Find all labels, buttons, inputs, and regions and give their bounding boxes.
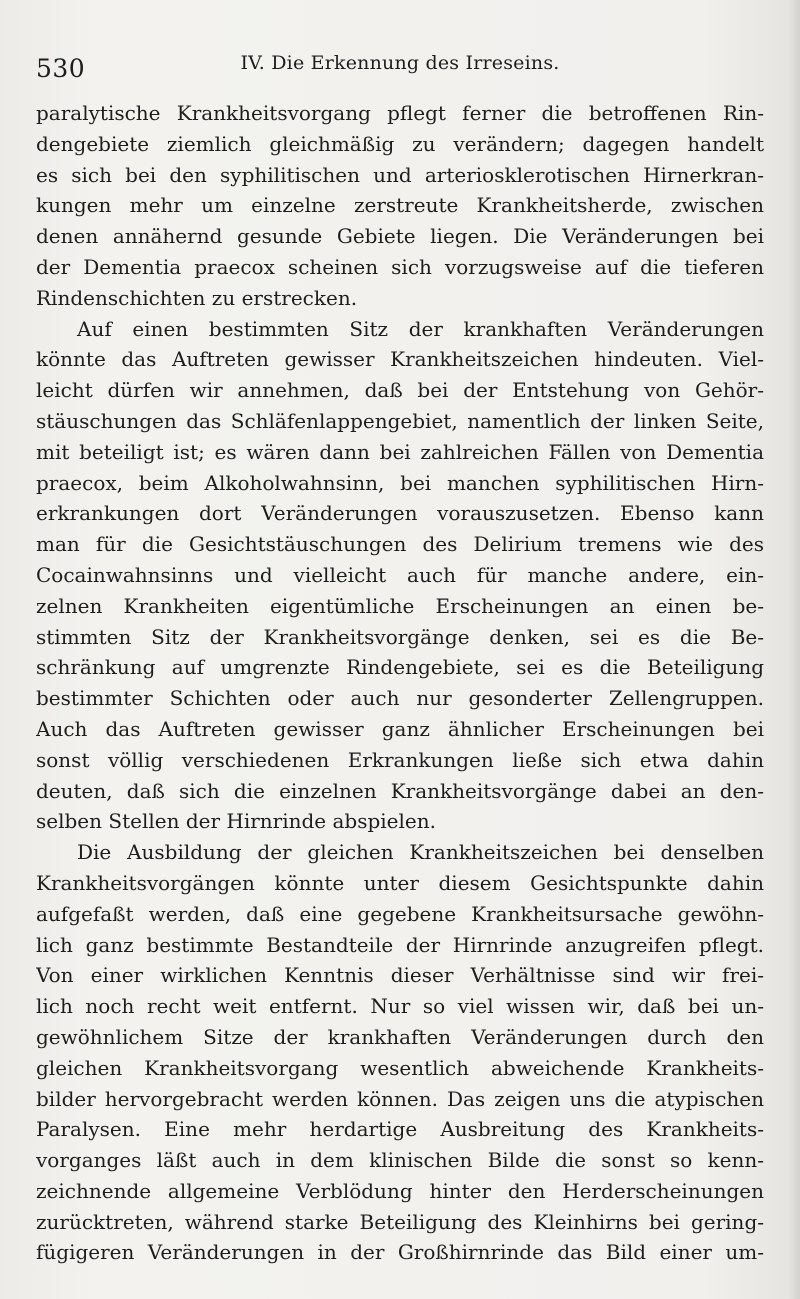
text-line: Von einer wirklichen Kenntnis dieser Verhältnisse sind wir frei- — [36, 963, 764, 988]
text-line: stäuschungen das Schläfenlappengebiet, namentlich der linken Seite, — [36, 408, 764, 433]
text-line: lich ganz bestimmte Bestandteile der Hirnrinde anzugreifen pflegt. — [36, 932, 764, 957]
text-line: selben Stellen der Hirnrinde abspielen. — [36, 809, 436, 834]
text-line: bilder hervorgebracht werden können. Das zeigen uns die atypischen — [36, 1086, 764, 1111]
text-line: Krankheitsvorgängen könnte unter diesem Gesichtspunkte dahin — [36, 870, 764, 895]
running-title: IV. Die Erkennung des Irreseins. — [240, 52, 560, 74]
text-line: zelnen Krankheiten eigentümliche Erscheinungen an einen be- — [36, 593, 764, 618]
text-line: man für die Gesichtstäuschungen des Delirium tremens wie des — [36, 532, 764, 557]
text-line: praecox, beim Alkoholwahnsinn, bei manchen syphilitischen Hirn- — [36, 470, 764, 495]
text-line: vorganges läßt auch in dem klinischen Bilde die sonst so kenn- — [36, 1148, 764, 1173]
text-line: erkrankungen dort Veränderungen vorauszusetzen. Ebenso kann — [36, 501, 764, 526]
text-line: paralytische Krankheitsvorgang pflegt ferner die betroffenen Rin- — [36, 101, 764, 125]
text-line: Auf einen bestimmten Sitz der krankhaften Veränderungen — [77, 316, 764, 341]
text-line: könnte das Auftreten gewisser Krankheitszeichen hindeuten. Viel- — [36, 347, 764, 372]
text-line: mit beteiligt ist; es wären dann bei zahlreichen Fällen von Dementia — [36, 439, 764, 464]
page-number: 530 — [36, 54, 86, 83]
text-line: denen annähernd gesunde Gebiete liegen. Die Veränderungen bei — [36, 224, 764, 249]
text-line: Rindenschichten zu erstrecken. — [36, 285, 358, 310]
text-line: fügigeren Veränderungen in der Großhirnrinde das Bild einer um- — [36, 1240, 764, 1265]
text-line: Auch das Auftreten gewisser ganz ähnlicher Erscheinungen bei — [36, 716, 764, 741]
text-line: leicht dürfen wir annehmen, daß bei der Entstehung von Gehör- — [36, 378, 764, 403]
page-edge-shadow — [788, 0, 800, 1299]
body-text — [36, 98, 764, 1268]
text-line: der Dementia praecox scheinen sich vorzugsweise auf die tieferen — [36, 254, 764, 279]
text-line: dengebiete ziemlich gleichmäßig zu verändern; dagegen handelt — [36, 131, 764, 156]
text-line: deuten, daß sich die einzelnen Krankheitsvorgänge dabei an den- — [36, 778, 764, 803]
text-line: Cocainwahnsinns und vielleicht auch für manche andere, ein- — [36, 562, 764, 587]
text-line: schränkung auf umgrenzte Rindengebiete, sei es die Beteiligung — [36, 655, 764, 680]
text-line: gewöhnlichem Sitze der krankhaften Veränderungen durch den — [36, 1024, 764, 1049]
text-line: zeichnende allgemeine Verblödung hinter den Herderscheinungen — [36, 1178, 764, 1203]
page-header — [36, 48, 764, 88]
text-line: kungen mehr um einzelne zerstreute Krankheitsherde, zwischen — [36, 193, 764, 218]
text-line: sonst völlig verschiedenen Erkrankungen ließe sich etwa dahin — [36, 747, 764, 772]
text-line: zurücktreten, während starke Beteiligung des Kleinhirns bei gering- — [36, 1209, 764, 1234]
text-line: stimmten Sitz der Krankheitsvorgänge denken, sei es die Be- — [36, 624, 764, 649]
text-line: Die Ausbildung der gleichen Krankheitszeichen bei denselben — [77, 840, 764, 865]
text-line: gleichen Krankheitsvorgang wesentlich abweichende Krankheits- — [36, 1055, 764, 1080]
text-line: aufgefaßt werden, daß eine gegebene Krankheitsursache gewöhn- — [36, 901, 764, 926]
text-line: es sich bei den syphilitischen und arteriosklerotischen Hirnerkran- — [36, 162, 764, 187]
text-line: lich noch recht weit entfernt. Nur so viel wissen wir, daß bei un- — [36, 994, 764, 1019]
text-line: bestimmter Schichten oder auch nur gesonderter Zellengruppen. — [36, 686, 764, 711]
text-line: Paralysen. Eine mehr herdartige Ausbreitung des Krankheits- — [36, 1117, 764, 1142]
